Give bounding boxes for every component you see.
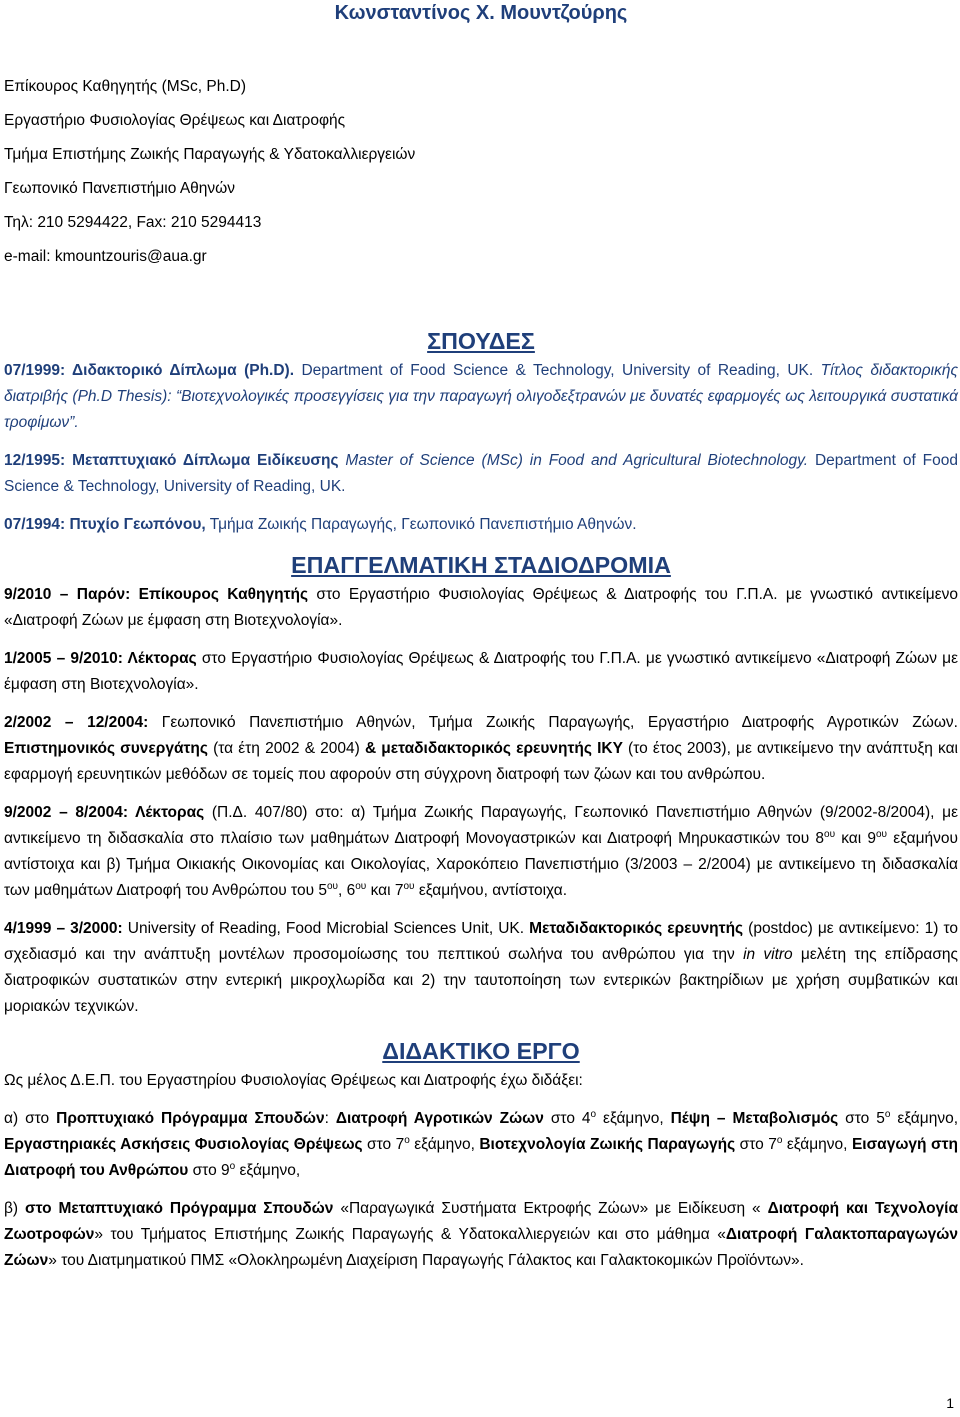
course-name: Διατροφή Αγροτικών Ζώων — [335, 1110, 544, 1127]
career-entry-2 — [4, 646, 958, 698]
phd-dept: Department of Food Science & Technology, University of Reading, UK. — [294, 362, 814, 379]
text: εξάμηνο, — [890, 1110, 958, 1127]
teaching-undergrad — [4, 1106, 958, 1184]
text: στο 7 — [362, 1136, 405, 1153]
text: » του Διατμηματικού ΠΜΣ «Ολοκληρωμένη Διαχείριση Παραγωγής Γάλακτος και Γαλακτοκομικών Προϊόντων». — [48, 1252, 804, 1269]
text: εξάμηνο, — [782, 1136, 852, 1153]
career-entry-3-text-1: Γεωπονικό Πανεπιστήμιο Αθηνών, Τμήμα Ζωικής Παραγωγής, Εργαστήριο Διατροφής Αγροτικών Ζώων. — [148, 714, 958, 731]
bsc-entry — [4, 512, 958, 538]
text: β) — [4, 1200, 26, 1217]
career-entry-5-heading: 4/1999 – 3/2000: — [4, 920, 123, 937]
superscript: ου — [355, 880, 367, 892]
career-entry-3-heading: 2/2002 – 12/2004: — [4, 714, 149, 731]
text: εξάμηνο, — [596, 1110, 671, 1127]
career-entry-4-text-6: εξαμήνου, αντίστοιχα. — [414, 882, 568, 899]
superscript: ου — [403, 880, 415, 892]
text: στο 5 — [838, 1110, 885, 1127]
career-entry-3-role-1: Επιστημονικός συνεργάτης — [4, 740, 208, 757]
teaching-postgrad — [4, 1196, 958, 1274]
career-section — [4, 582, 958, 1020]
bsc-date-title: 07/1994: Πτυχίο Γεωπόνου, — [4, 516, 206, 533]
position-line: Επίκουρος Καθηγητής (MSc, Ph.D) — [4, 78, 246, 95]
page-number: 1 — [946, 1395, 954, 1411]
author-name: Κωνσταντίνος Χ. Μουντζούρης — [334, 2, 628, 24]
bsc-rest: Τμήμα Ζωικής Παραγωγής, Γεωπονικό Πανεπιστήμιο Αθηνών. — [205, 516, 637, 533]
course-name: Εργαστηριακές Ασκήσεις Φυσιολογίας Θρέψεως — [4, 1136, 363, 1153]
superscript: ο — [404, 1134, 410, 1146]
text: α) στο — [4, 1110, 57, 1127]
career-entry-3-role-2: & μεταδιδακτορικός ερευνητής ΙΚΥ — [364, 740, 623, 757]
lab-line: Εργαστήριο Φυσιολογίας Θρέψεως και Διατροφής — [4, 112, 346, 129]
program-name: Προπτυχιακό Πρόγραμμα Σπουδών — [56, 1110, 325, 1127]
teaching-section — [4, 1068, 958, 1274]
document-page — [4, 0, 958, 1274]
career-entry-5-role: Μεταδιδακτορικός ερευνητής — [529, 920, 744, 937]
department-line: Τμήμα Επιστήμης Ζωικής Παραγωγής & Υδατοκαλλιεργειών — [4, 146, 416, 163]
career-entry-4-text-4: , 6 — [338, 882, 356, 899]
superscript: ου — [824, 828, 836, 840]
studies-title: ΣΠΟΥΔΕΣ — [427, 328, 535, 354]
career-entry-4-text-5: και 7 — [366, 882, 404, 899]
contact-block — [4, 70, 958, 274]
msc-dept: Department of Food Science & Technology, University of Reading, UK. — [4, 452, 958, 495]
career-entry-5-text-3: μελέτη της επίδρασης διατροφικών συστατικών στην εντερική μικροχλωρίδα και 2) την ταυτοποίηση των εντερικών βακτηρίδιων με χρήση συμβατικών και μοριακών τεχνικών. — [4, 946, 959, 1015]
career-entry-4-text-3: εξαμήνου αντίστοιχα και β) Τμήμα Οικιακής Οικονομίας και Οικολογίας, Χαροκόπειο Πανεπιστήμιο (3/2003 – 2/2004) με αντικείμενο τη διδασκαλία των μαθημάτων Διατροφή του Ανθρώπου του 5 — [4, 830, 958, 899]
career-entry-4 — [4, 800, 958, 904]
text: εξάμηνο, — [235, 1162, 301, 1179]
career-entry-1 — [4, 582, 958, 634]
career-entry-5 — [4, 916, 958, 1020]
teaching-title: ΔΙΔΑΚΤΙΚΟ ΕΡΓΟ — [382, 1038, 580, 1064]
career-entry-2-heading: 1/2005 – 9/2010: Λέκτορας — [4, 650, 197, 667]
text: » του Τμήματος Επιστήμης Ζωικής Παραγωγής & Υδατοκαλλιεργειών και στο μάθημα « — [94, 1226, 726, 1243]
career-entry-3-text-3: (το έτος 2003), με αντικείμενο την ανάπτυξη και εφαρμογή ερευνητικών μεθόδων σε τομείς που αφορούν στη σύγχρονη διατροφή των ζώων και του ανθρώπου. — [4, 740, 959, 783]
studies-section — [4, 358, 958, 538]
text: στο 7 — [735, 1136, 777, 1153]
career-entry-1-text: στο Εργαστήριο Φυσιολογίας Θρέψεως & Διατροφής του Γ.Π.Α. με γνωστικό αντικείμενο «Διατροφή Ζώων με έμφαση στη Βιοτεχνολογία». — [4, 586, 958, 629]
career-entry-4-heading: 9/2002 – 8/2004: Λέκτορας — [4, 804, 205, 821]
msc-entry — [4, 448, 958, 500]
text: στο 4 — [543, 1110, 591, 1127]
university-line: Γεωπονικό Πανεπιστήμιο Αθηνών — [4, 180, 235, 197]
career-entry-3 — [4, 710, 958, 788]
superscript: ο — [229, 1160, 236, 1172]
email-line: e-mail: kmountzouris@aua.gr — [4, 248, 207, 265]
text: : — [324, 1110, 336, 1127]
career-entry-3-text-2: (τα έτη 2002 & 2004) — [207, 740, 365, 757]
phd-thesis: Τίτλος διδακτορικής διατριβής (Ph.D Thesis): “Βιοτεχνολογικές προσεγγίσεις για την παραγωγή ολιγοδεξτρανών με δυνατές εφαρμογές ως λειτουργικά συστατικά τροφίμων”. — [4, 362, 958, 431]
msc-degree: Master of Science (MSc) in Food and Agricultural Biotechnology. — [338, 452, 809, 469]
career-entry-2-text: στο Εργαστήριο Φυσιολογίας Θρέψεως & Διατροφής του Γ.Π.Α. με γνωστικό αντικείμενο «Διατροφή Ζώων με έμφαση στη Βιοτεχνολογία». — [4, 650, 958, 693]
teaching-intro: Ως μέλος Δ.Ε.Π. του Εργαστηρίου Φυσιολογίας Θρέψεως και Διατροφής έχω διδάξει: — [4, 1072, 583, 1089]
text: στο 9 — [188, 1162, 230, 1179]
career-entry-4-text-2: και 9 — [835, 830, 876, 847]
career-entry-5-text-2: (postdoc) με αντικείμενο: 1) το σχεδιασμό και την ανάπτυξη μοντέλων προσομοίωσης του πεπτικού σωλήνα του ανθρώπου για την — [4, 920, 959, 963]
phd-entry — [4, 358, 958, 436]
course-name: Πέψη – Μεταβολισμός — [670, 1110, 839, 1127]
course-name: Βιοτεχνολογία Ζωικής Παραγωγής — [479, 1136, 736, 1153]
superscript: ου — [876, 828, 888, 840]
specialization-name: Διατροφή και Τεχνολογία Ζωοτροφών — [4, 1200, 958, 1243]
text: εξάμηνο, — [409, 1136, 480, 1153]
program-name: στο Μεταπτυχιακό Πρόγραμμα Σπουδών — [25, 1200, 334, 1217]
superscript: ο — [884, 1108, 891, 1120]
superscript: ο — [776, 1134, 783, 1146]
text: «Παραγωγικά Συστήματα Εκτροφής Ζώων» με Ειδίκευση « — [333, 1200, 768, 1217]
course-name: Εισαγωγή στη Διατροφή του Ανθρώπου — [4, 1136, 958, 1179]
career-entry-5-italic: in vitro — [743, 946, 793, 963]
career-entry-5-text-1: University of Reading, Food Microbial Sciences Unit, UK. — [122, 920, 530, 937]
career-entry-1-heading: 9/2010 – Παρόν: Επίκουρος Καθηγητής — [4, 586, 309, 603]
superscript: ου — [326, 880, 339, 892]
phd-date-title: 07/1999: Διδακτορικό Δίπλωμα (Ph.D). — [4, 362, 295, 379]
career-title: ΕΠΑΓΓΕΛΜΑΤΙΚΗ ΣΤΑΔΙΟΔΡΟΜΙΑ — [291, 552, 671, 578]
course-name: Διατροφή Γαλακτοπαραγωγών Ζώων — [4, 1226, 959, 1269]
phone-line: Τηλ: 210 5294422, Fax: 210 5294413 — [4, 214, 262, 231]
msc-date-title: 12/1995: Μεταπτυχιακό Δίπλωμα Ειδίκευσης — [4, 452, 339, 469]
superscript: ο — [590, 1108, 597, 1120]
career-entry-4-text-1: (Π.Δ. 407/80) στο: α) Τμήμα Ζωικής Παραγωγής, Γεωπονικό Πανεπιστήμιο Αθηνών (9/2002-8/2004), με αντικείμενο τη διδασκαλία στο πλαίσιο των μαθημάτων Διατροφή Μονογαστρικών και Διατροφή Μηρυκαστικών του 8 — [4, 804, 958, 847]
